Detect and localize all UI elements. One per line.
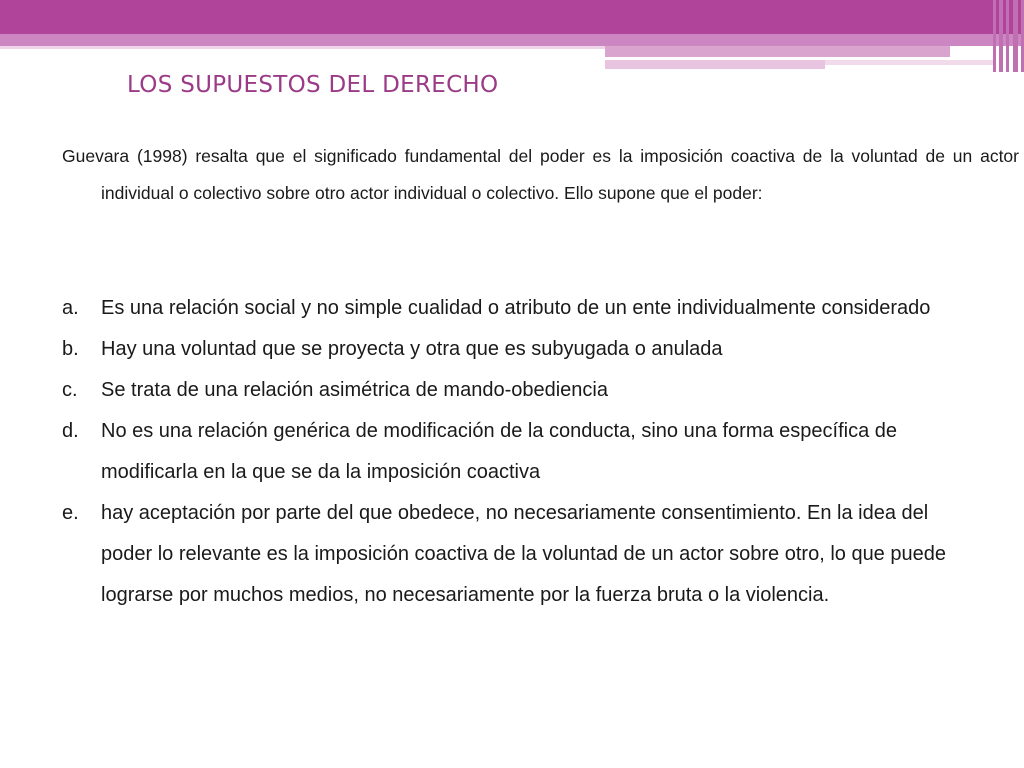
stripe — [993, 0, 996, 72]
header-bar-accent-faint — [825, 60, 995, 65]
slide-title: LOS SUPUESTOS DEL DERECHO — [127, 72, 499, 98]
list-item-text: No es una relación genérica de modificación de la conducta, sino una forma específica de modificarla en la que se da la imposición coactiva — [101, 420, 898, 483]
header-vertical-stripes — [993, 0, 1024, 72]
stripe — [1006, 0, 1009, 72]
list-item-text: Hay una voluntad que se proyecta y otra que es subyugada o anulada — [101, 338, 723, 360]
list-marker: e. — [62, 502, 79, 524]
list-marker: b. — [62, 338, 79, 360]
list-item-text: Es una relación social y no simple cualidad o atributo de un ente individualmente considerado — [101, 297, 931, 319]
header-bar-accent-lower — [605, 60, 825, 69]
stripe — [999, 0, 1003, 72]
intro-paragraph: Guevara (1998) resalta que el significado fundamental del poder es la imposición coactiva de la voluntad de un actor individual o colectivo sobre otro actor individual o colectivo. Ello supone que el poder: — [62, 146, 1019, 203]
list-item-a — [62, 288, 980, 329]
list-item-b — [62, 329, 980, 370]
list-marker: c. — [62, 379, 78, 401]
list-marker: a. — [62, 297, 79, 319]
header-bar-accent-right — [605, 46, 950, 57]
list-item-c — [62, 370, 980, 411]
list-item-e — [62, 493, 980, 616]
header-bar-light-strip — [0, 46, 605, 49]
list-item-text: hay aceptación por parte del que obedece, no necesariamente consentimiento. En la idea del poder lo relevante es la imposición coactiva de la voluntad de un actor sobre otro, lo que puede lograrse por muchos medios, no necesariamente por la fuerza bruta o la violencia. — [101, 502, 946, 606]
list-item-d — [62, 411, 980, 493]
header-bar-top — [0, 0, 1024, 34]
list-marker: d. — [62, 420, 79, 442]
header-bar-middle — [0, 34, 1024, 46]
list-item-text: Se trata de una relación asimétrica de mando-obediencia — [101, 379, 608, 401]
stripe — [1013, 0, 1018, 72]
supuestos-list — [62, 288, 980, 616]
